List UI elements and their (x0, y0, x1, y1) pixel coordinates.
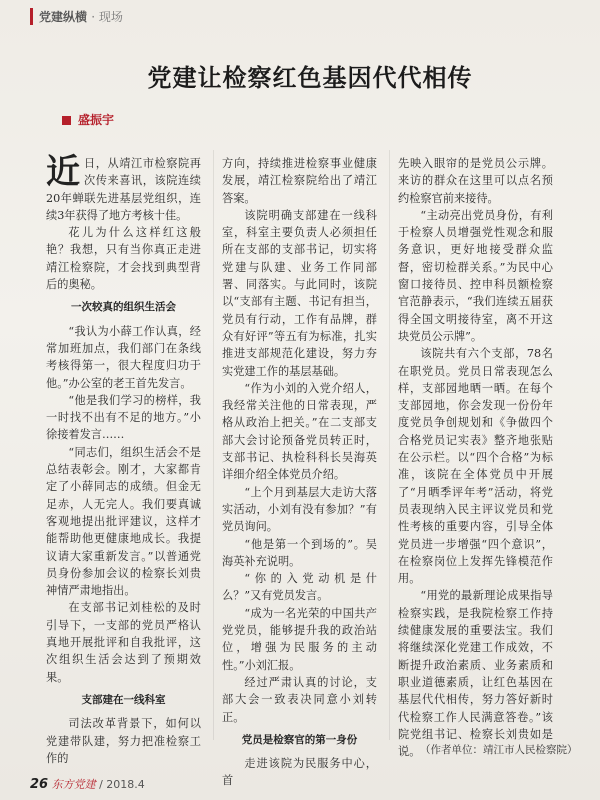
paragraph: 该院明确支部建在一线科室，科室主要负责人必须担任所在支部的支部书记，切实将党建与队建、业务工作同部署、同落实。与此同时，该院以“支部有主题、书记有担当，党员有行动，工作有品牌，群众有好评”等五有为标准，扎实推进支部规范化建设，努力夯实党建工作的基层基础。 (222, 208, 377, 378)
paragraph: “同志们，组织生活会不是总结表彰会。刚才，大家都肯定了小薛同志的成绩。但金无足赤，人无完人。我们要真诚客观地提出批评建议，这样才能帮助他更健康地成长。我提议请大家重新发言。”以普通党员身份参加会议的检察长刘贵神情严肃地指出。 (46, 445, 201, 598)
paragraph: 近日，从靖江市检察院再次传来喜讯，该院连续20年蝉联先进基层党组织，连续3年获得了地方考核十佳。 (46, 152, 201, 222)
paragraph: 走进该院为民服务中心，首 (222, 757, 377, 788)
paragraph: “上个月到基层大走访大落实活动，小刘有没有参加？”有党员询问。 (222, 485, 377, 534)
paragraph: “成为一名光荣的中国共产党党员，能够提升我的政治站位，增强为民服务的主动性。”小刘汇报。 (222, 606, 377, 672)
page-number: 26 (30, 777, 49, 792)
paragraph: “他是第一个到场的”。吴海英补充说明。 (222, 537, 377, 568)
author-affiliation: （作者单位：靖江市人民检察院） (420, 744, 578, 756)
paragraph: “他是我们学习的榜样，我一时找不出有不足的地方。”小徐接着发言…… (46, 393, 201, 442)
column-divider (213, 150, 214, 740)
paragraph: 花儿为什么这样红这般艳？我想，只有当你真正走进靖江检察院，才会找到典型背后的奥秘。 (46, 226, 201, 292)
page-footer (30, 776, 145, 792)
issue-date: / 2018.4 (99, 778, 145, 791)
paragraph: “用党的最新理论成果指导检察实践，是我院检察工作持续健康发展的重要法宝。我们将继续深化党建工作成效，不断提升政治素质、业务素质和职业道德素质，让红色基因在基层代代相传，努力答好新时代检察工作人民满意答卷。”该院党组书记、检察长刘贵如是说。 (398, 589, 553, 759)
article-title: 党建让检察红色基因代代相传 (147, 64, 473, 92)
paragraph: 司法改革背景下，如何以党建带队建，努力把准检察工作的 (46, 717, 201, 765)
paragraph: 先映入眼帘的是党员公示牌。来访的群众在这里可以点名预约检察官前来接待。 (398, 157, 553, 205)
author-marker-icon (62, 116, 71, 125)
magazine-name: 东方党建 (51, 778, 96, 791)
article-column-1 (46, 152, 201, 767)
paragraph: “主动亮出党员身份，有利于检察人员增强党性观念和服务意识，更好地接受群众监督，密切检群关系。”为民中心窗口接待员、控申科员额检察官范静表示，“我们连续五届获得全国文明接待室，离不开这块党员公示牌”。 (398, 208, 553, 343)
drop-cap: 近 (46, 152, 80, 192)
section-header (30, 8, 123, 25)
column-divider (389, 150, 390, 740)
paragraph: “我认为小薛工作认真，经常加班加点，我们部门在条线考核得第一，很大程度归功于他。”办公室的老王首先发言。 (46, 324, 201, 390)
paragraph: 方向，持续推进检察事业健康发展，靖江检察院给出了靖江答案。 (222, 157, 377, 205)
article-column-2 (222, 155, 377, 790)
article-column-3 (398, 155, 553, 760)
section-label: 党建纵横 (39, 10, 88, 24)
article-author: 盛振宇 (78, 113, 115, 127)
section-subheading: 一次较真的组织生活会 (71, 301, 176, 314)
paragraph: “你的入党动机是什么？”又有党员发言。 (222, 572, 377, 603)
section-subheading: 党员是检察官的第一身份 (241, 733, 358, 746)
paragraph: 该院共有六个支部，78名在职党员。党员日常表现怎么样，支部园地晒一晒。在每个支部园地，你会发现一份份年度党员争创规划和《争做四个合格党员记实表》整齐地张贴在公示栏。以“四个合格”为标准，该院在全体党员中开展了“月晒季评年考”活动，将党员表现纳入民主评议党员和党性考核的重要内容，引导全体党员进一步增强“四个意识”，在检察岗位上发挥先锋模范作用。 (398, 347, 553, 586)
paragraph: “作为小刘的入党介绍人，我经常关注他的日常表现，严格从政治上把关。”在二支部支部大会讨论预备党员转正时，支部书记、执检科科长吴海英详细介绍全体党员介绍。 (222, 381, 377, 482)
section-subheading: 支部建在一线科室 (81, 693, 166, 706)
paragraph: 经过严肃认真的讨论，支部大会一致表决同意小刘转正。 (222, 675, 377, 724)
paragraph: 在支部书记刘桂松的及时引导下，一支部的党员严格认真地开展批评和自我批评，这次组织生活会达到了预期效果。 (46, 601, 201, 684)
section-sublabel: · 现场 (91, 10, 123, 24)
